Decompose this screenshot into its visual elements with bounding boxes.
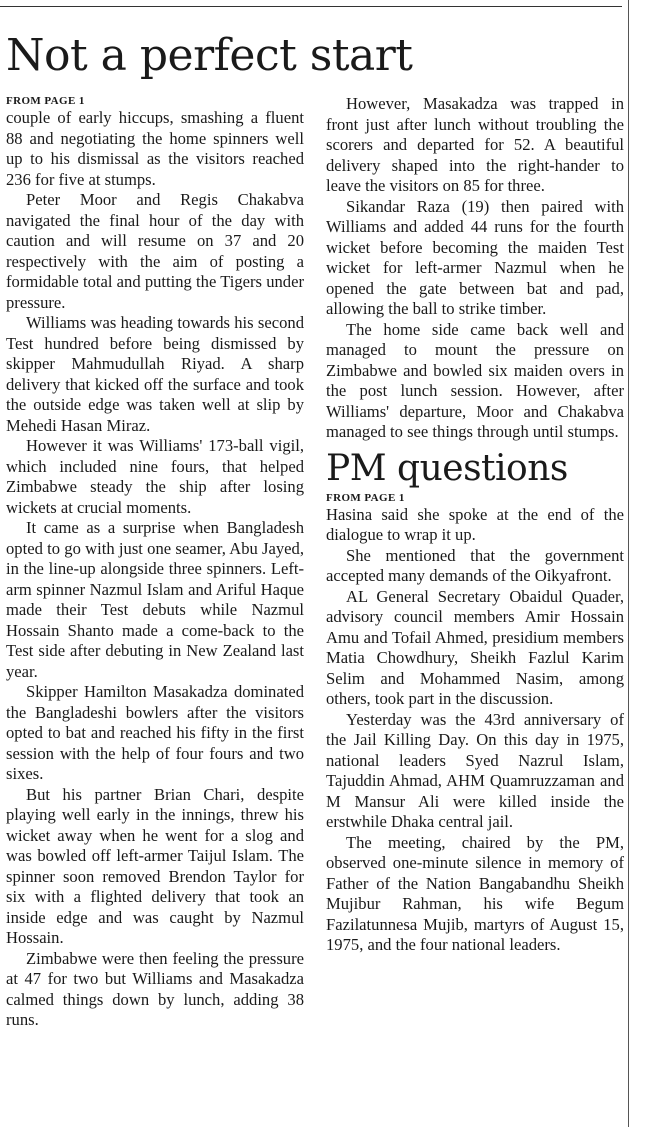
- story-headline: Not a perfect start: [6, 30, 413, 81]
- body-paragraph: But his partner Brian Chari, despite playing well early in the innings, threw his wicket away when he went for a slog and was bowled off left-armer Taijul Islam. The spinner soon removed Brendon Taylor for six with a flighted delivery that took an inside edge and was caught by Nazmul Hossain.: [6, 784, 304, 947]
- body-paragraph: Sikandar Raza (19) then paired with Williams and added 44 runs for the fourth wicket before becoming the maiden Test wicket for left-armer Nazmul when he opened the gate between bat and pad, allowing the ball to strike timber.: [326, 196, 624, 318]
- body-paragraph: AL General Secretary Obaidul Quader, advisory council members Amir Hossain Amu and Tofail Ahmed, presidium members Matia Chowdhury, Sheikh Fazlul Karim Selim and Mohammed Nasim, among others, took part in the discussion.: [326, 586, 624, 708]
- body-paragraph: Skipper Hamilton Masakadza dominated the Bangladeshi bowlers after the visitors opted to bat and reached his fifty in the first session with the help of four fours and two sixes.: [6, 682, 304, 783]
- body-paragraph: Zimbabwe were then feeling the pressure at 47 for two but Williams and Masakadza calmed things down by lunch, adding 38 runs.: [6, 948, 304, 1029]
- body-paragraph: Peter Moor and Regis Chakabva navigated the final hour of the day with caution and will resume on 37 and 20 respectively with the aim of posting a formidable total and putting the Tigers under pressure.: [6, 190, 304, 312]
- second-story-headline: PM questions: [326, 447, 568, 489]
- body-paragraph: Yesterday was the 43rd anniversary of the Jail Killing Day. On this day in 1975, national leaders Syed Nazrul Islam, Tajuddin Ahmad, AHM Quamruzzaman and M Mansur Ali were killed inside the erstwhile Dhaka central jail.: [326, 709, 624, 831]
- body-paragraph: It came as a surprise when Bangladesh opted to go with just one seamer, Abu Jayed, in the line-up alongside three spinners. Left-arm spinner Nazmul Islam and Ariful Haque made their Test debuts while Nazmul Hossain Shanto made a come-back to the Test side after debuting in New Zealand last year.: [6, 518, 304, 681]
- body-paragraph: However it was Williams' 173-ball vigil, which included nine fours, that helped Zimbabwe steady the ship after losing wickets at crucial moments.: [6, 436, 304, 517]
- second-story-kicker: FROM PAGE 1: [326, 491, 405, 504]
- body-paragraph: She mentioned that the government accepted many demands of the Oikyafront.: [326, 545, 624, 585]
- body-paragraph: Hasina said she spoke at the end of the dialogue to wrap it up.: [326, 504, 624, 544]
- body-paragraph: The home side came back well and managed to mount the pressure on Zimbabwe and bowled six maiden overs in the post lunch session. However, after Williams' departure, Moor and Chakabva managed to see things through until stumps.: [326, 319, 624, 441]
- body-paragraph: Williams was heading towards his second Test hundred before being dismissed by skipper Mahmudullah Riyad. A sharp delivery that kicked off the surface and took the outside edge was taken well at slip by Mehedi Hasan Miraz.: [6, 313, 304, 435]
- top-rule: [0, 6, 622, 7]
- body-paragraph: However, Masakadza was trapped in front just after lunch without troubling the scorers and departed for 52. A beautiful delivery shaped into the right-hander to leave the visitors on 85 for three.: [326, 94, 624, 195]
- left-column: [6, 94, 304, 1031]
- right-column: [326, 94, 624, 956]
- body-paragraph: couple of early hiccups, smashing a fluent 88 and negotiating the home spinners well up to his dismissal as the visitors reached 236 for five at stumps.: [6, 108, 304, 189]
- story-kicker: FROM PAGE 1: [6, 95, 85, 107]
- body-paragraph: The meeting, chaired by the PM, observed one-minute silence in memory of Father of the Nation Bangabandhu Sheikh Mujibur Rahman, his wife Begum Fazilatunnesa Mujib, martyrs of August 15, 1975, and the four national leaders.: [326, 832, 624, 954]
- column-rule: [628, 0, 629, 1127]
